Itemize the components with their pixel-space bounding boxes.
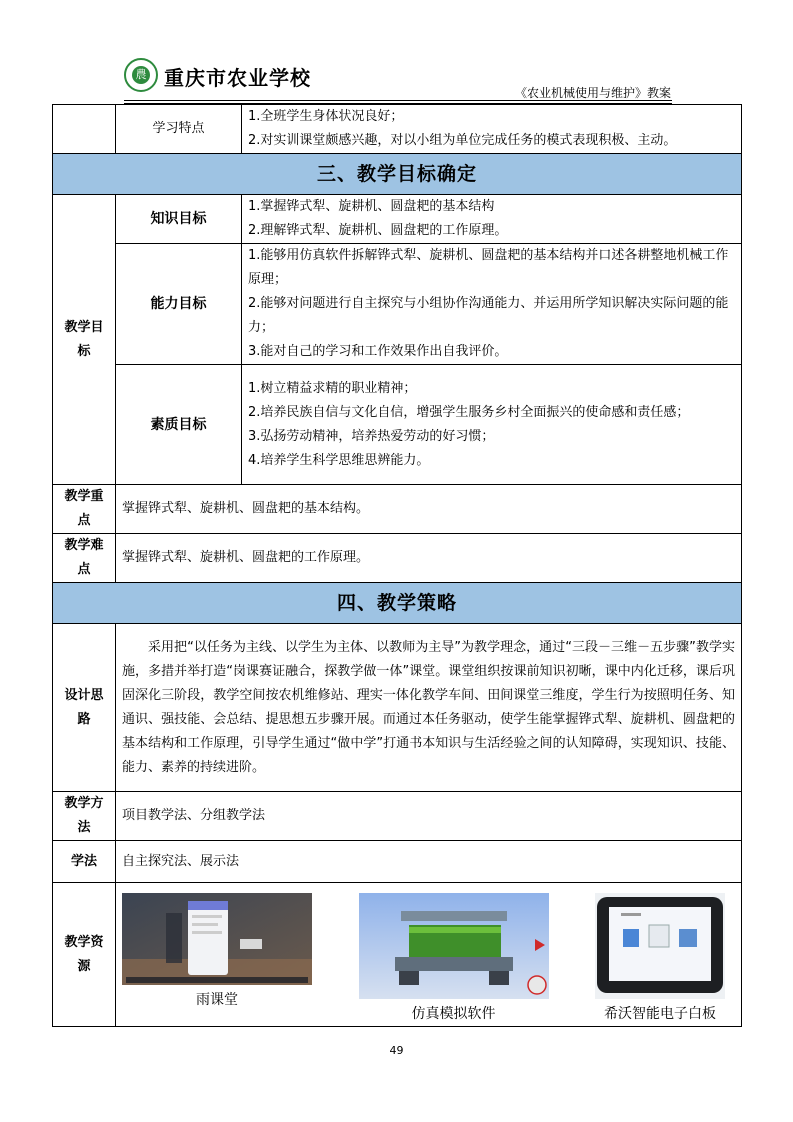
ability-content	[242, 244, 742, 365]
knowledge-content	[242, 195, 742, 244]
difficult-point-label: 教学难点	[53, 534, 116, 583]
school-name: 重庆市农业学校	[164, 66, 311, 90]
row-quality	[53, 365, 742, 485]
ability-label: 能力目标	[116, 244, 242, 365]
key-point-content: 掌握铧式犁、旋耕机、圆盘耙的基本结构。	[116, 485, 742, 534]
knowledge-line: 2.理解铧式犁、旋耕机、圆盘耙的工作原理。	[248, 223, 508, 238]
learning-traits-line: 2.对实训课堂颇感兴趣，对以小组为单位完成任务的模式表现积极、主动。	[248, 133, 677, 148]
page-number: 49	[389, 1044, 404, 1057]
rain-classroom-screenshot-icon	[122, 893, 312, 985]
school-logo-mark: 農	[132, 66, 150, 84]
resources-label: 教学资源	[53, 883, 116, 1027]
course-title: 《农业机械使用与维护》教案	[514, 86, 671, 100]
row-key-point	[53, 485, 742, 534]
page-header	[0, 0, 793, 104]
section-title: 四、教学策略	[53, 583, 742, 624]
learning-traits-content	[242, 105, 742, 154]
seewo-whiteboard-photo-icon	[595, 893, 725, 999]
quality-content	[242, 365, 742, 485]
method-content: 项目教学法、分组教学法	[116, 792, 742, 841]
ability-line: 2.能够对问题进行自主探究与小组协作沟通能力、并运用所学知识解决实际问题的能力；	[248, 296, 729, 335]
row-knowledge	[53, 195, 742, 244]
knowledge-line: 1.掌握铧式犁、旋耕机、圆盘耙的基本结构	[248, 199, 495, 214]
study-content: 自主探究法、展示法	[116, 841, 742, 883]
row-ability	[53, 244, 742, 365]
method-label: 教学方法	[53, 792, 116, 841]
design-label: 设计思路	[53, 624, 116, 792]
quality-line: 4.培养学生科学思维思辨能力。	[248, 452, 430, 468]
quality-label: 素质目标	[116, 365, 242, 485]
quality-line: 2.培养民族自信与文化自信，增强学生服务乡村全面振兴的使命感和责任感；	[248, 404, 690, 420]
resources-content	[116, 883, 742, 1027]
difficult-point-content: 掌握铧式犁、旋耕机、圆盘耙的工作原理。	[116, 534, 742, 583]
simulation-software-screenshot-icon	[359, 893, 549, 999]
resource-caption: 仿真模拟软件	[411, 1005, 496, 1022]
learning-traits-label: 学习特点	[116, 105, 242, 154]
ability-line: 1.能够用仿真软件拆解铧式犁、旋耕机、圆盘耙的基本结构并口述各耕整地机械工作原理；	[248, 248, 729, 287]
lesson-plan-table	[52, 104, 742, 1027]
row-study	[53, 841, 742, 883]
row-design	[53, 624, 742, 792]
school-logo	[124, 58, 158, 92]
quality-line: 1.树立精益求精的职业精神；	[248, 380, 417, 396]
row-difficult-point	[53, 534, 742, 583]
quality-line: 3.弘扬劳动精神，培养热爱劳动的好习惯；	[248, 428, 495, 444]
design-content: 采用把“以任务为主线、以学生为主体、以教师为主导”为教学理念，通过“三段－三维－五步骤”教学实施，多措并举打造“岗课赛证融合，探教学做一体”课堂。课堂组织按课前知识初晰，课中内化迁移，课后巩固深化三阶段，教学空间按农机维修站、理实一体化教学车间、田间课堂三维度，学生行为按照明任务、知通识、强技能、会总结、提思想五步骤开展。而通过本任务驱动，使学生能掌握铧式犁、旋耕机、圆盘耙的基本结构和工作原理，引导学生通过“做中学”打通书本知识与生活经验之间的认知障碍，实现知识、技能、能力、素养的持续进阶。	[116, 624, 742, 792]
row-learning-traits	[53, 105, 742, 154]
header-rule	[124, 100, 672, 101]
empty-cell	[53, 105, 116, 154]
resource-item	[595, 893, 725, 1025]
section-header-objectives	[53, 154, 742, 195]
ability-line: 3.能对自己的学习和工作效果作出自我评价。	[248, 344, 508, 359]
resource-caption: 希沃智能电子白板	[604, 1005, 716, 1022]
learning-traits-line: 1.全班学生身体状况良好；	[248, 109, 404, 124]
section-title: 三、教学目标确定	[53, 154, 742, 195]
resource-caption: 雨课堂	[196, 991, 238, 1008]
knowledge-label: 知识目标	[116, 195, 242, 244]
key-point-label: 教学重点	[53, 485, 116, 534]
row-method	[53, 792, 742, 841]
resource-item	[122, 893, 312, 1025]
resource-item	[359, 893, 549, 1025]
resource-images	[122, 885, 725, 1025]
section-header-strategy	[53, 583, 742, 624]
row-resources	[53, 883, 742, 1027]
objectives-label: 教学目标	[53, 195, 116, 485]
study-label: 学法	[53, 841, 116, 883]
